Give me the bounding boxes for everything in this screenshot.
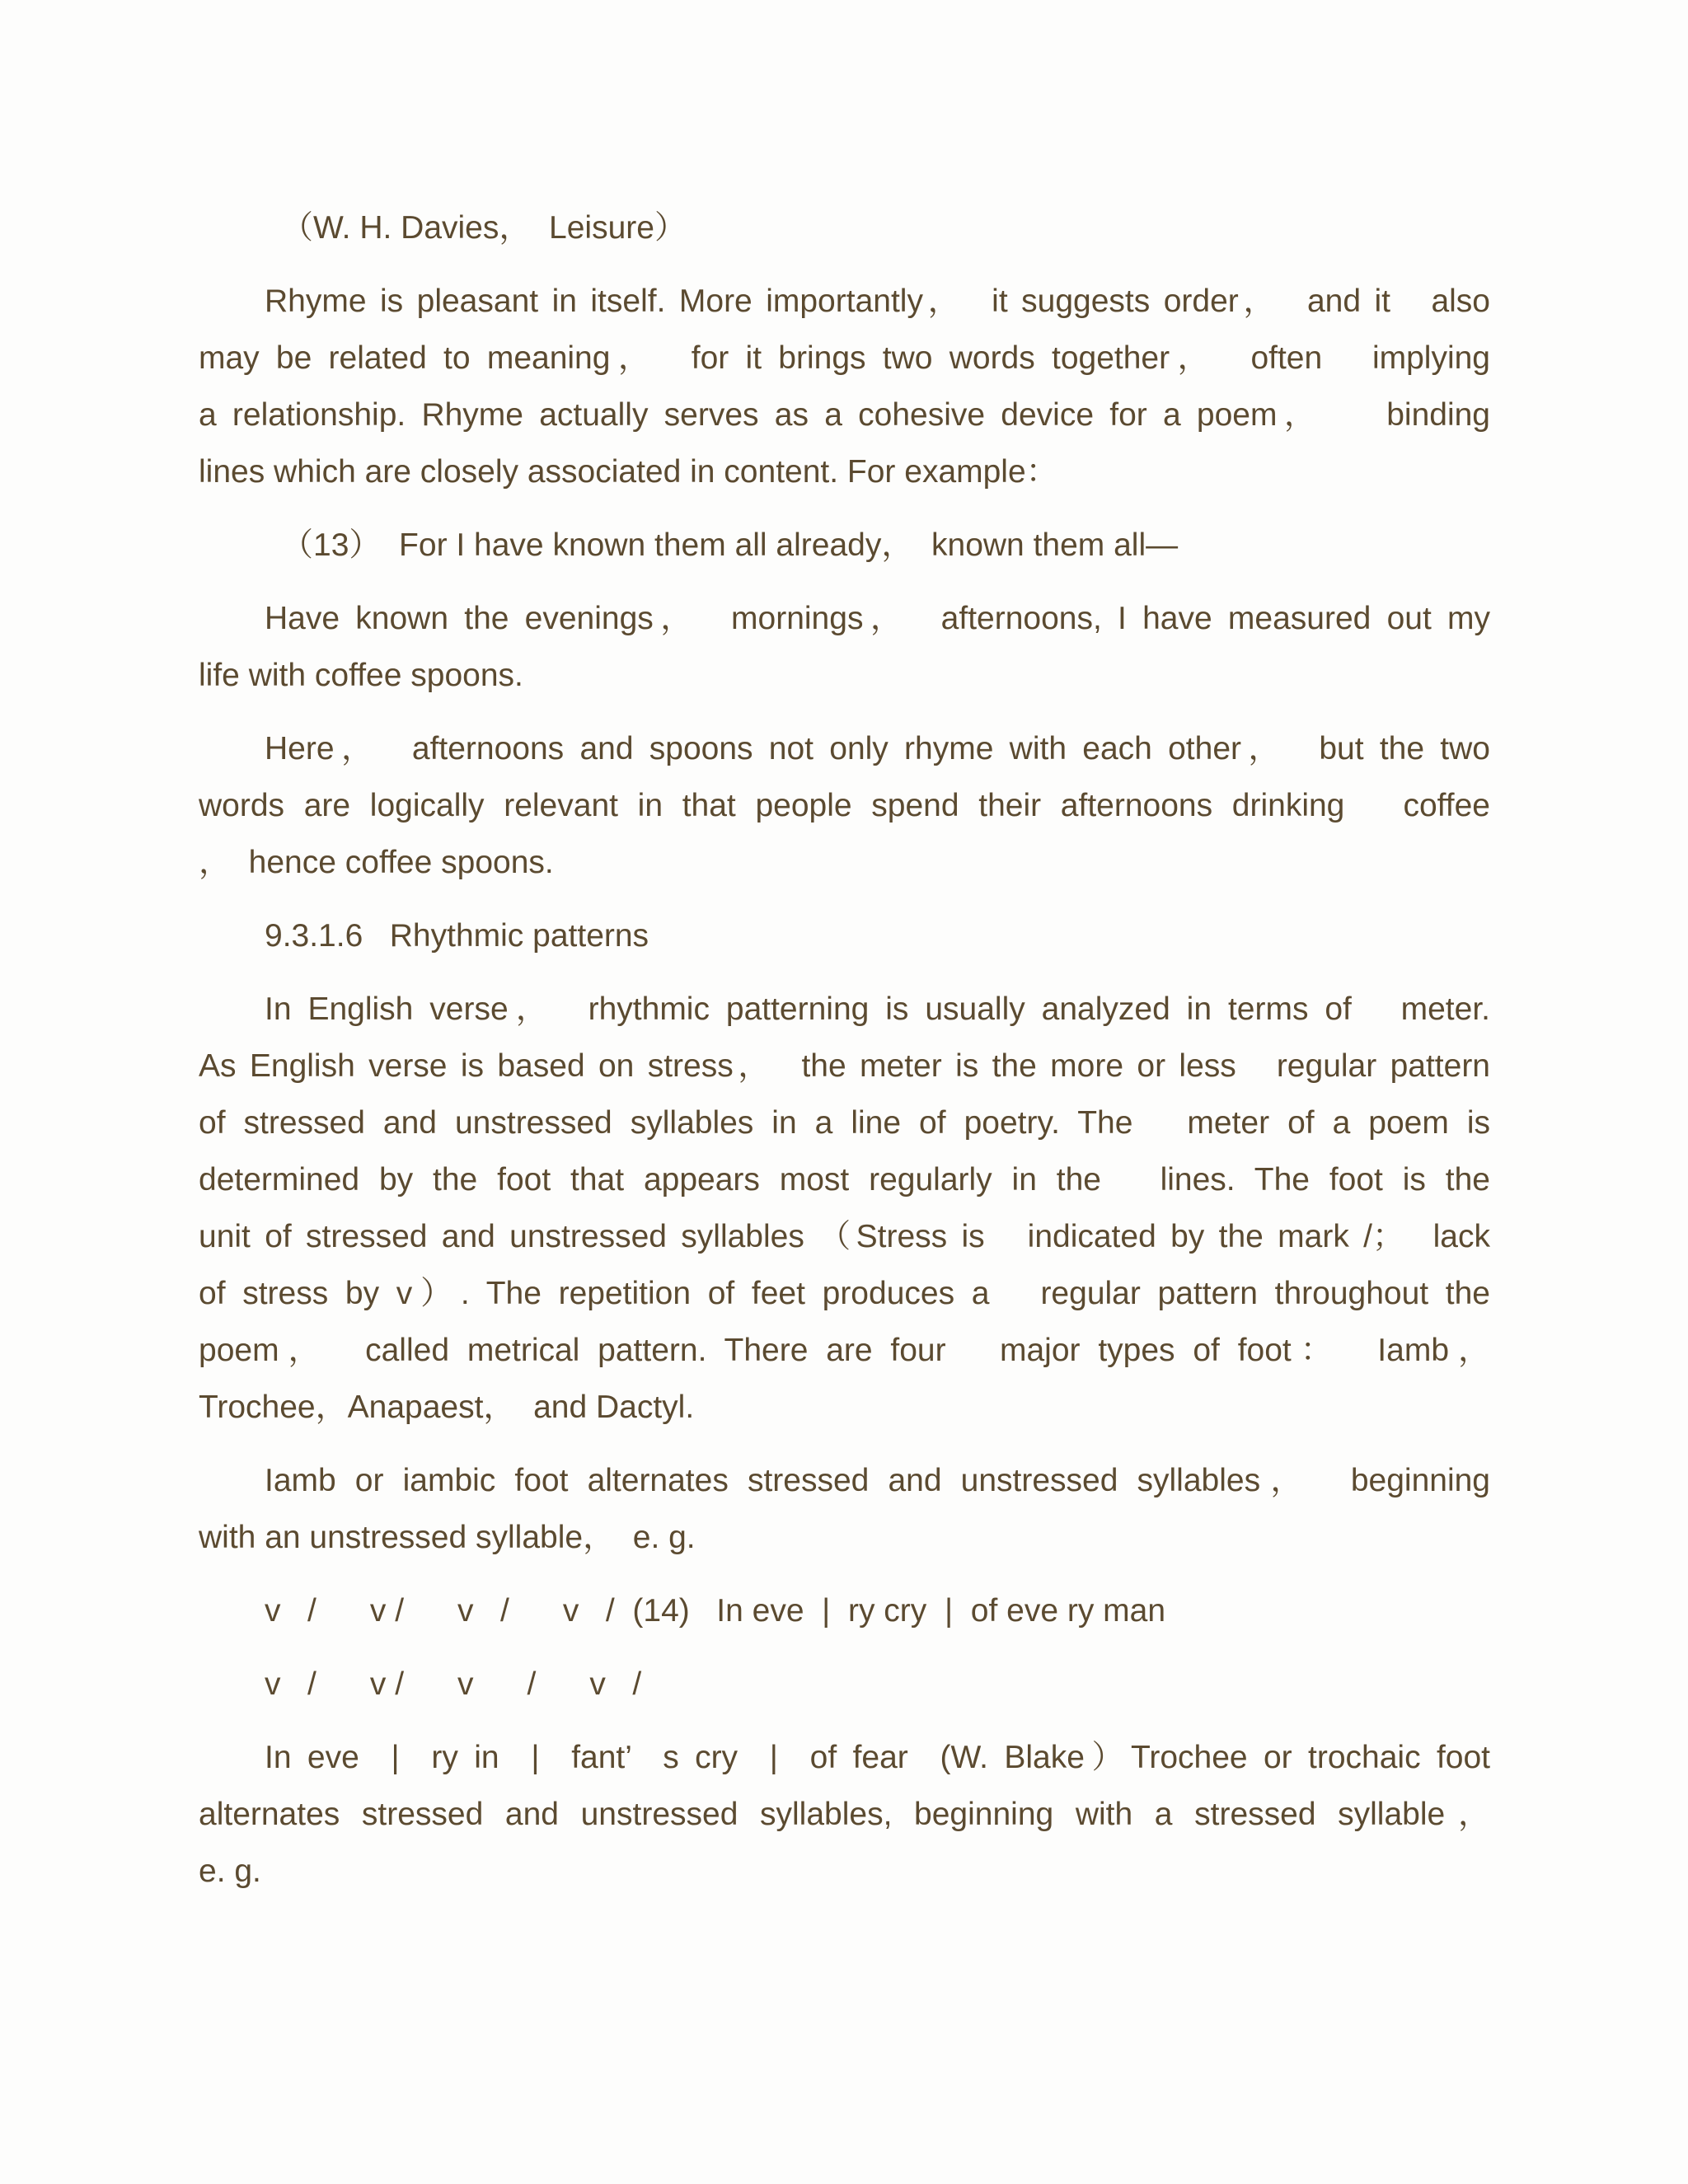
paragraph-line: Here， afternoons and spoons not only rhyme with each other， but the two xyxy=(265,731,1490,766)
paragraph-line: life with coffee spoons. xyxy=(199,658,523,693)
scansion-line: v / v / v / v / (14) In eve | ry cry | of eve ry man xyxy=(265,1593,1166,1629)
paragraph-line: Trochee，Anapaest， and Dactyl. xyxy=(199,1390,695,1425)
paragraph-line: As English verse is based on stress， the meter is the more or less regular pattern xyxy=(199,1048,1490,1084)
paragraph-line: Rhyme is pleasant in itself. More importantly， it suggests order， and it also xyxy=(265,284,1490,319)
paragraph-line: alternates stressed and unstressed syllables, beginning with a stressed syllable， xyxy=(199,1797,1490,1832)
paragraph-line: with an unstressed syllable， e. g. xyxy=(199,1520,696,1555)
paragraph-line: In eve | ry in | fant’ s cry | of fear (W. Blake）Trochee or trochaic foot xyxy=(265,1740,1490,1775)
paragraph-line: lines which are closely associated in content. For example： xyxy=(199,454,1058,490)
paragraph-line: unit of stressed and unstressed syllables （Stress is indicated by the mark /； lack xyxy=(199,1219,1490,1254)
paragraph-line: of stress by v）. The repetition of feet produces a regular pattern throughout the xyxy=(199,1276,1490,1311)
paragraph-line: e. g. xyxy=(199,1854,261,1889)
scansion-line: v / v / v / v / xyxy=(265,1666,642,1702)
paragraph-line: In English verse， rhythmic patterning is usually analyzed in terms of meter. xyxy=(265,991,1490,1027)
citation-line: （W. H. Davies， Leisure） xyxy=(281,210,687,246)
paragraph-line: may be related to meaning， for it brings two words together， often implying xyxy=(199,340,1490,376)
example-line: （13） For I have known them all already， known them all— xyxy=(281,527,1179,563)
paragraph-line: Iamb or iambic foot alternates stressed and unstressed syllables， beginning xyxy=(265,1463,1490,1498)
paragraph-line: a relationship. Rhyme actually serves as a cohesive device for a poem， binding xyxy=(199,397,1490,433)
paragraph-line: of stressed and unstressed syllables in a line of poetry. The meter of a poem is xyxy=(199,1105,1490,1141)
paragraph-line: determined by the foot that appears most regularly in the lines. The foot is the xyxy=(199,1162,1490,1197)
body-text xyxy=(199,0,1490,2184)
paragraph-line: poem， called metrical pattern. There are four major types of foot： Iamb， xyxy=(199,1333,1490,1368)
paragraph-line: ， hence coffee spoons. xyxy=(199,845,554,880)
section-heading: 9.3.1.6 Rhythmic patterns xyxy=(265,918,649,954)
paragraph-line: words are logically relevant in that people spend their afternoons drinking coffee xyxy=(199,788,1490,823)
paragraph-line: Have known the evenings， mornings， afternoons, I have measured out my xyxy=(265,601,1490,636)
